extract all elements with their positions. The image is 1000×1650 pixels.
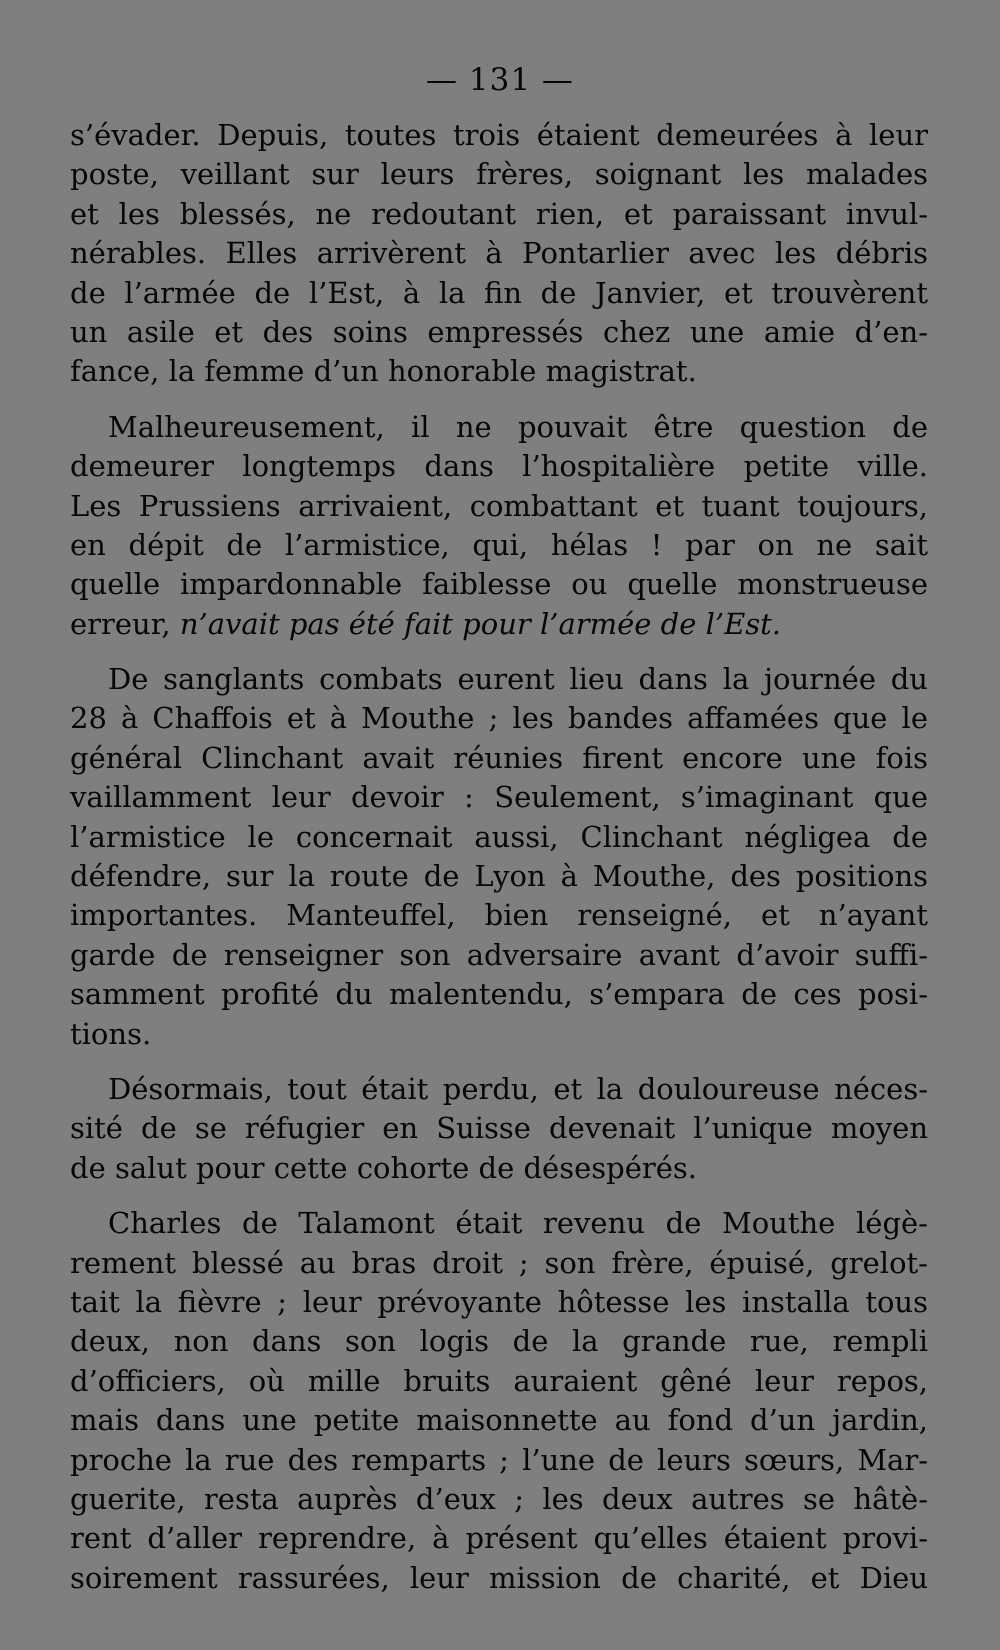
text-line: Désormais, tout était perdu, et la douloureuse néces-: [108, 1071, 928, 1106]
text-line: Charles de Talamont était revenu de Mouthe légè-: [108, 1206, 928, 1241]
paragraph-4: [70, 1070, 928, 1188]
text-line: s’évader. Depuis, toutes trois étaient demeurées à leur: [70, 118, 928, 152]
text-line: rent d’aller reprendre, à présent qu’elles étaient provi-: [70, 1521, 928, 1556]
italic-text-run: n’avait pas été fait pour l’armée de l’Est.: [179, 606, 781, 641]
text-line: d’officiers, où mille bruits auraient gêné leur repos,: [70, 1363, 928, 1398]
text-line: nérables. Elles arrivèrent à Pontarlier avec les débris: [70, 236, 928, 271]
text-line: quelle impardonnable faiblesse ou quelle monstrueuse: [70, 567, 928, 602]
text-line: importantes. Manteuffel, bien renseigné, et n’ayant: [70, 898, 928, 933]
text-line: Malheureusement, il ne pouvait être question de: [108, 409, 928, 444]
text-line: vaillamment leur devoir : Seulement, s’imaginant que: [70, 780, 928, 815]
text-line: De sanglants combats eurent lieu dans la journée du: [108, 662, 928, 697]
text-line: en dépit de l’armistice, qui, hélas ! par on ne sait: [70, 527, 928, 562]
paragraph-5: [70, 1204, 928, 1598]
text-line: général Clinchant avait réunies firent encore une fois: [70, 740, 928, 775]
text-line: poste, veillant sur leurs frères, soignant les malades: [70, 157, 928, 192]
text-run: erreur,: [70, 606, 180, 641]
text-line: demeurer longtemps dans l’hospitalière petite ville.: [70, 449, 928, 484]
text-line: tions.: [70, 1016, 152, 1051]
text-line: tait la fièvre ; leur prévoyante hôtesse les installa tous: [70, 1284, 928, 1319]
text-line: un asile et des soins empressés chez une amie d’en-: [70, 314, 928, 349]
text-line: de salut pour cette cohorte de désespérés.: [70, 1150, 697, 1185]
text-line: sité de se réfugier en Suisse devenait l’unique moyen: [70, 1111, 928, 1146]
text-line: rement blessé au bras droit ; son frère, épuisé, grelot-: [70, 1245, 928, 1280]
text-line-mixed: [70, 605, 928, 644]
body-text: [70, 116, 928, 1614]
text-line: Les Prussiens arrivaient, combattant et tuant toujours,: [70, 488, 928, 523]
text-line: défendre, sur la route de Lyon à Mouthe, des positions: [70, 859, 928, 894]
text-line: soirement rassurées, leur mission de charité, et Dieu: [70, 1560, 928, 1595]
text-line: samment profité du malentendu, s’empara de ces posi-: [70, 977, 928, 1012]
text-line: deux, non dans son logis de la grande rue, rempli: [70, 1324, 928, 1359]
text-line: de l’armée de l’Est, à la fin de Janvier, et trouvèrent: [70, 275, 928, 310]
text-line: et les blessés, ne redoutant rien, et paraissant invul-: [70, 196, 928, 231]
paragraph-3: [70, 660, 928, 1054]
paragraph-1: [70, 116, 928, 392]
paragraph-2: [70, 408, 928, 644]
text-line: proche la rue des remparts ; l’une de leurs sœurs, Mar-: [70, 1442, 928, 1477]
text-line: 28 à Chaffois et à Mouthe ; les bandes affamées que le: [70, 701, 928, 736]
page-number: — 131 —: [426, 62, 574, 98]
text-line: garde de renseigner son adversaire avant d’avoir suffi-: [70, 937, 928, 972]
text-line: mais dans une petite maisonnette au fond d’un jardin,: [70, 1403, 928, 1438]
text-line: l’armistice le concernait aussi, Clinchant négligea de: [70, 819, 928, 854]
text-line: guerite, resta auprès d’eux ; les deux autres se hâtè-: [70, 1481, 928, 1516]
text-line: fance, la femme d’un honorable magistrat.: [70, 354, 697, 389]
